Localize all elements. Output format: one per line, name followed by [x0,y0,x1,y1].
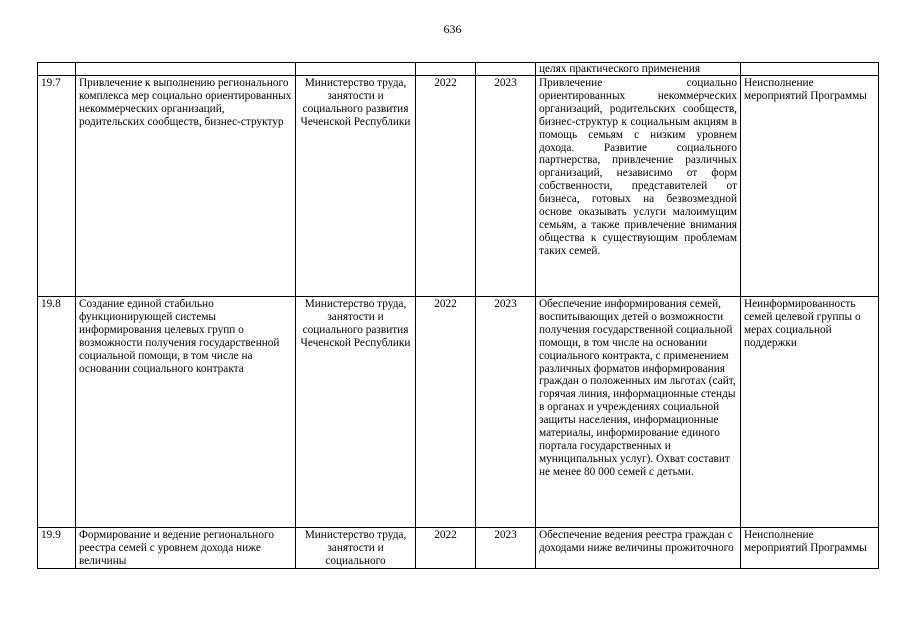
cell-consequence: Неисполнение мероприятий Программы [741,76,879,297]
cell-result: целях практического применения [536,63,741,76]
table-row [38,76,879,297]
cell-expected-result: Обеспечение информирования семей, воспитывающих детей о возможности получения государственной социальной помощи, в том числе на основании социального контракта, с применением различных форматов информирования граждан о положенных им льготах (сайт, горячая линия, информационные стенды в органах и учреждениях социальной защиты населения, информационные материалы, информирование единого портала государственных и муниципальных услуг). Охват составит не менее 80 000 семей с детьми. [536,297,741,528]
cell-executor: Министерство труда, занятости и социального [296,528,416,569]
cell-start-year: 2022 [416,297,476,528]
measures-table [37,62,879,569]
cell-consequence: Неисполнение мероприятий Программы [741,528,879,569]
cell-number: 19.9 [38,528,76,569]
cell-end-year: 2023 [476,528,536,569]
cell-consequence: Неинформированность семей целевой группы о мерах социальной поддержки [741,297,879,528]
cell-expected-result: Привлечение социально ориентированных некоммерческих организаций, родительских сообществ, бизнес-структур к социальным акциям в помощь семьям с низким уровнем дохода. Развитие социального партнерства, привлечение различных организаций, независимо от форм собственности, представителей от бизнеса, готовых на безвозмездной основе оказывать услуги малоимущим семьям, а также привлечение внимания общества к существующим проблемам таких семей. [536,76,741,297]
cell-empty [741,63,879,76]
cell-measure-name: Формирование и ведение регионального реестра семей с уровнем дохода ниже величины [76,528,296,569]
cell-empty [416,63,476,76]
cell-end-year: 2023 [476,297,536,528]
cell-empty [296,63,416,76]
table-row [38,297,879,528]
cell-measure-name: Привлечение к выполнению регионального комплекса мер социально ориентированных некоммерческих организаций, родительских сообществ, бизнес-структур [76,76,296,297]
cell-start-year: 2022 [416,528,476,569]
cell-start-year: 2022 [416,76,476,297]
cell-end-year: 2023 [476,76,536,297]
page-number: 636 [443,22,462,36]
cell-empty [476,63,536,76]
cell-number: 19.8 [38,297,76,528]
cell-executor: Министерство труда, занятости и социального развития Чеченской Республики [296,76,416,297]
table-row [38,528,879,569]
cell-empty [76,63,296,76]
cell-executor: Министерство труда, занятости и социального развития Чеченской Республики [296,297,416,528]
table-row-continuation [38,63,879,76]
cell-empty [38,63,76,76]
cell-measure-name: Создание единой стабильно функционирующей системы информирования целевых групп о возможности получения государственной социальной помощи, в том числе на основании социального контракта [76,297,296,528]
cell-expected-result: Обеспечение ведения реестра граждан с доходами ниже величины прожиточного [536,528,741,569]
cell-number: 19.7 [38,76,76,297]
